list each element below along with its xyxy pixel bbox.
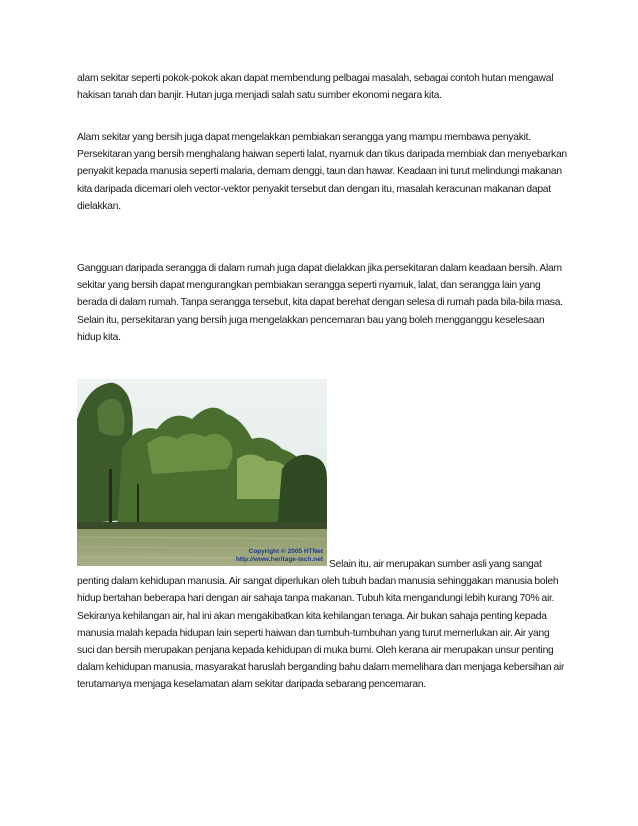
photo-paragraph-block xyxy=(77,379,567,694)
lake-forest-photo xyxy=(77,379,327,566)
lake-forest-illustration xyxy=(77,379,327,566)
photo-url-line: http://www.heritage-tech.net xyxy=(235,555,323,563)
paragraph-forest-benefits: alam sekitar seperti pokok-pokok akan dapat membendung pelbagai masalah, sebagai contoh hutan mengawal hakisan tanah dan banjir. Hutan juga menjadi salah satu sumber ekonomi negara kita. xyxy=(77,73,554,102)
photo-copyright-line: Copyright © 2005 HTNet xyxy=(248,548,323,555)
paragraph-disease-prevention: Alam sekitar yang bersih juga dapat mengelakkan pembiakan serangga yang mampu membawa penyakit. Persekitaran yang bersih menghalang haiwan seperti lalat, nyamuk dan tikus daripada membiak dan menyebarkan penyakit kepada manusia seperti malaria, demam denggi, taun dan hawar. Keadaan ini turut melindungi makanan kita daripada dicemari oleh vector-vektor penyakit tersebut dan dengan itu, masalah keracunan makanan dapat dielakkan. xyxy=(77,132,567,212)
photo-copyright-caption xyxy=(236,548,323,563)
paragraph-water-text: Selain itu, air merupakan sumber asli yang sangat penting dalam kehidupan manusia. Air sangat diperlukan oleh tubuh badan manusia sehinggakan manusia boleh hidup bertahan beberapa hari dengan air sahaja tanpa makanan. Tubuh kita mengandungi lebih kurang 70% air. Sekiranya kehilangan air, hal ini akan mengakibatkan kita kehilangan tenaga. Air bukan sahaja penting kepada manusia malah kepada hidupan lain seperti haiwan dan tumbuh-tumbuhan yang turut memerlukan air. Air yang suci dan bersih merupakan penjana kepada kehidupan di muka bumi. Oleh kerana air merupakan unsur penting dalam kehidupan manusia, masyarakat haruslah berganding bahu dalam memelihara dan menjaga kebersihan air terutamanya menjaga keselamatan alam sekitar daripada sebarang pencemaran. xyxy=(77,559,565,691)
paragraph-insect-disturbance: Gangguan daripada serangga di dalam rumah juga dapat dielakkan jika persekitaran dalam keadaan bersih. Alam sekitar yang bersih dapat mengurangkan pembiakan serangga seperti nyamuk, lalat, dan serangga lain yang berada di dalam rumah. Tanpa serangga tersebut, kita dapat berehat dengan selesa di rumah pada bila-bila masa. Selain itu, persekitaran yang bersih juga mengelakkan pencemaran bau yang boleh mengganggu keselesaan hidup kita. xyxy=(77,263,563,343)
